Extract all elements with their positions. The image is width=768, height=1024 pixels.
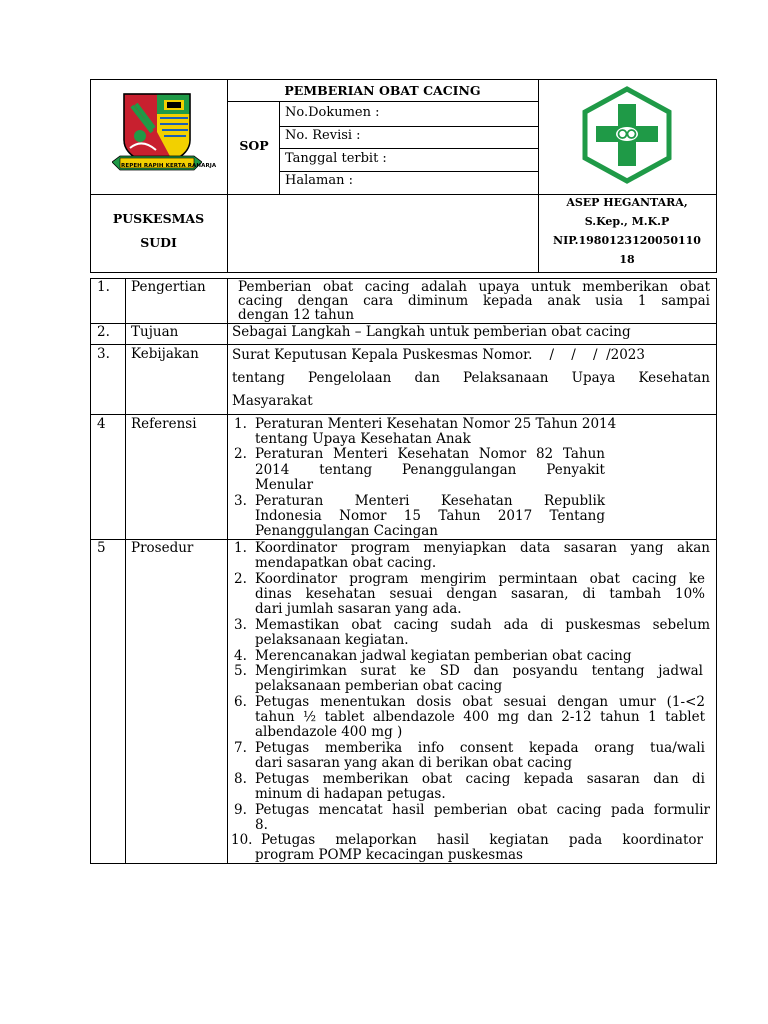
list-number: 1. [234,416,247,432]
row-label: Referensi [131,416,197,432]
list-item-line: 2014 tentang Penanggulangan Penyakit [255,462,605,478]
signer-title: S.Kep., M.K.P [584,215,670,228]
row-text-line: Pemberian obat cacing adalah upaya untuk memberikan obat [238,279,710,295]
sop-label: SOP [239,138,269,153]
list-item-line: mendapatkan obat cacing. [255,555,437,571]
row-label: Prosedur [131,540,194,556]
list-item-line: Memastikan obat cacing sudah ada di puskesmas sebelum [255,617,710,633]
row-number: 4 [97,416,106,432]
list-item-line: tentang Upaya Kesehatan Anak [255,431,471,447]
row-number: 2. [97,324,110,340]
row-number: 5 [97,540,106,556]
page-label: Halaman : [285,173,353,188]
row-text-line: dengan 12 tahun [238,307,355,323]
row-text-line: Surat Keputusan Kepala Puskesmas Nomor. / / / /2023 [232,347,645,363]
list-item-line: Mengirimkan surat ke SD dan posyandu tentang jadwal [255,663,703,679]
issue-date-label: Tanggal terbit : [285,151,387,166]
list-item-line: pelaksanaan kegiatan. [255,632,409,648]
logo-motto: REPEH RAPIH KERTA RAHARJA [121,163,217,169]
list-item-line: minum di hadapan petugas. [255,786,446,802]
list-number: 4. [234,648,247,664]
list-item-line: Koordinator program menyiapkan data sasaran yang akan [255,540,710,556]
list-item-line: albendazole 400 mg ) [255,724,403,740]
signer-nip-cont: 18 [619,253,635,266]
row-number: 3. [97,346,110,362]
list-item-line: pelaksanaan pemberian obat cacing [255,678,503,694]
regional-coat-of-arms-logo [112,92,217,176]
list-item-line: Indonesia Nomor 15 Tahun 2017 Tentang [255,508,605,524]
row-label: Kebijakan [131,346,199,362]
row-number: 1. [97,279,110,295]
list-number: 2. [234,446,247,462]
list-item-line: tahun ½ tablet albendazole 400 mg dan 2-12 tahun 1 tablet [255,709,705,725]
list-item-line: Peraturan Menteri Kesehatan Nomor 25 Tahun 2014 [255,416,617,432]
signer-name: ASEP HEGANTARA, [566,196,688,209]
list-number: 8. [234,771,247,787]
revision-label: No. Revisi : [285,128,361,143]
org-name-line1: PUSKESMAS [112,211,205,226]
row-label: Pengertian [131,279,206,295]
list-number: 9. [234,802,247,818]
list-item-line: Penanggulangan Cacingan [255,523,438,539]
list-number: 7. [234,740,247,756]
doc-number-label: No.Dokumen : [285,105,380,120]
list-number: 3. [234,617,247,633]
row-text-line: cacing dengan cara diminum kepada anak usia 1 sampai [238,293,710,309]
list-item-line: Peraturan Menteri Kesehatan Republik [255,493,605,509]
list-item-line: Koordinator program mengirim permintaan obat cacing ke [255,571,705,587]
list-item-line: program POMP kecacingan puskesmas [255,847,523,863]
document-title: PEMBERIAN OBAT CACING [284,83,481,98]
signer-nip: NIP.198012312005011​0 [553,234,701,247]
list-item-line: dari jumlah sasaran yang ada. [255,601,462,617]
list-number: 3. [234,493,247,509]
row-text-line: Sebagai Langkah – Langkah untuk pemberian obat cacing [232,324,631,340]
list-number: 5. [234,663,247,679]
row-text-line: tentang Pengelolaan dan Pelaksanaan Upaya Kesehatan [232,370,710,386]
list-item-line: Petugas menentukan dosis obat sesuai dengan umur (1-<2 [255,694,705,710]
list-number: 2. [234,571,247,587]
list-item-line: 8. [255,817,268,833]
list-number: 10. [231,832,253,848]
row-label: Tujuan [131,324,179,340]
list-item-line: dari sasaran yang akan di berikan obat cacing [255,755,572,771]
list-item-line: dinas kesehatan sesuai dengan sasaran, di tambah 10% [255,586,705,602]
list-number: 1. [234,540,247,556]
list-item-line: Petugas melaporkan hasil kegiatan pada koordinator [261,832,703,848]
list-item-line: Petugas mencatat hasil pemberian obat cacing pada formulir [255,802,710,818]
org-name-line2: SUDI [140,235,177,250]
list-item-line: Menular [255,477,314,493]
list-item-line: Petugas memberikan obat cacing kepada sasaran dan di [255,771,705,787]
list-item-line: Petugas memberika info consent kepada orang tua/wali [255,740,705,756]
list-item-line: Merencanakan jadwal kegiatan pemberian obat cacing [255,648,632,664]
list-item-line: Peraturan Menteri Kesehatan Nomor 82 Tahun [255,446,605,462]
list-number: 6. [234,694,247,710]
row-text-line: Masyarakat [232,393,313,409]
puskesmas-logo [580,86,674,184]
